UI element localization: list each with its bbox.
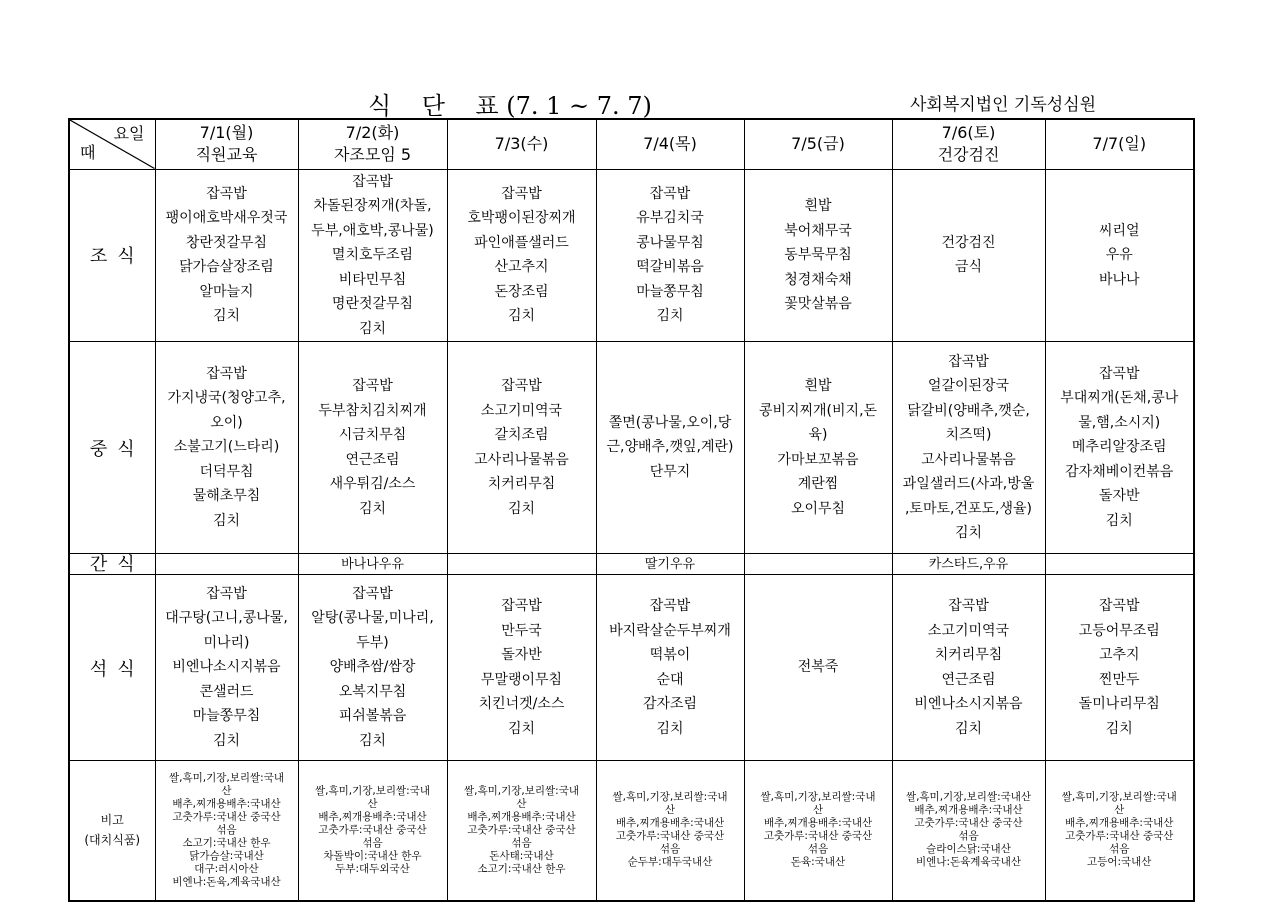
snack-row xyxy=(69,554,1194,575)
corner-cell xyxy=(69,119,155,169)
menu-line: 섞음 xyxy=(362,836,383,849)
meal-label-snack: 간식 xyxy=(69,554,155,575)
menu-line: 콩나물무침 xyxy=(636,234,704,251)
menu-line: 두부:대두외국산 xyxy=(335,862,410,875)
menu-line: 오이) xyxy=(210,414,243,431)
menu-line: 쌀,흑미,기장,보리쌀:국내산 xyxy=(905,791,1032,804)
menu-line: 흰밥 xyxy=(804,378,832,394)
origin-note-cell xyxy=(596,761,744,901)
menu-line: 잡곡밥 xyxy=(948,353,989,370)
menu-line: 명란젓갈무침 xyxy=(331,296,414,312)
day-date: 7/2(화) xyxy=(345,123,400,143)
menu-line: 알탕(콩나물,미나리, xyxy=(311,610,434,627)
menu-line: 유부김치국 xyxy=(636,210,704,227)
menu-line: 쌀,흑미,기장,보리쌀:국내 xyxy=(315,784,430,797)
menu-line: 잡곡밥 xyxy=(501,598,542,614)
menu-line: 고추지 xyxy=(1098,647,1140,663)
menu-line: 돈사태:국내산 xyxy=(489,849,554,862)
menu-line: 고등어:국내산 xyxy=(1087,856,1152,869)
organization-name: 사회복지법인 기독성심원 xyxy=(910,95,1097,115)
menu-line: 닭가슴살장조림 xyxy=(179,259,274,276)
menu-line: 건강검진 xyxy=(941,234,996,251)
menu-line: 산 xyxy=(221,784,232,797)
menu-line: 물,햄,소시지) xyxy=(1078,414,1161,431)
menu-line: 섞음 xyxy=(511,836,532,849)
menu-line: 치즈떡) xyxy=(945,427,992,443)
menu-line: 무말랭이무침 xyxy=(480,671,563,688)
menu-line: 우유 xyxy=(1105,247,1133,263)
menu-line: 잡곡밥 xyxy=(206,365,247,382)
menu-line: 떡볶이 xyxy=(649,647,691,663)
menu-cell xyxy=(744,575,892,761)
menu-line: 산 xyxy=(1114,804,1125,817)
menu-line: 닭갈비(양배추,깻순, xyxy=(907,402,1030,419)
menu-cell xyxy=(155,575,298,761)
menu-line: 시금치무침 xyxy=(338,427,407,443)
day-header xyxy=(298,119,447,169)
menu-line: 계란찜 xyxy=(797,476,839,492)
menu-line: 김치 xyxy=(358,500,387,517)
snack-cell xyxy=(744,554,892,575)
snack-cell xyxy=(155,554,298,575)
menu-cell xyxy=(596,575,744,761)
menu-line: 김치 xyxy=(212,512,241,529)
menu-line: 잡곡밥 xyxy=(352,378,393,394)
menu-line: 가지냉국(청양고추, xyxy=(167,390,286,407)
menu-line: 섞음 xyxy=(659,843,681,856)
menu-line: 동부묵무침 xyxy=(784,247,852,263)
menu-line: 김치 xyxy=(358,320,387,337)
menu-line: 돈장조림 xyxy=(494,283,549,300)
page-title: 식 단 표 (7. 1 ~ 7. 7) xyxy=(368,92,652,120)
menu-cell xyxy=(1045,342,1194,554)
breakfast-row xyxy=(69,169,1194,342)
menu-cell xyxy=(298,575,447,761)
menu-line: 금식 xyxy=(954,259,983,276)
origin-note-cell xyxy=(155,761,298,901)
menu-line: 호박팽이된장찌개 xyxy=(467,210,576,227)
menu-line: 메추리알장조림 xyxy=(1071,439,1167,456)
lunch-row xyxy=(69,342,1194,554)
menu-line: 산 xyxy=(664,804,676,817)
menu-line: 연근조림 xyxy=(941,671,996,688)
menu-line: 고사리나물볶음 xyxy=(474,451,569,468)
menu-line: 고춧가루:국내산 중국산 xyxy=(172,810,281,823)
menu-cell xyxy=(892,169,1045,342)
meal-label-lunch: 중식 xyxy=(69,342,155,554)
menu-cell xyxy=(892,575,1045,761)
day-header xyxy=(447,119,596,169)
menu-line: 부대찌개(돈채,콩나 xyxy=(1060,390,1179,407)
menu-line: 오이무침 xyxy=(790,500,846,517)
menu-cell xyxy=(447,169,596,342)
menu-line: 소고기미역국 xyxy=(480,402,563,419)
menu-line: 김치 xyxy=(507,500,536,517)
menu-line: 고사리나물볶음 xyxy=(921,451,1016,468)
menu-cell xyxy=(155,342,298,554)
day-header xyxy=(596,119,744,169)
menu-cell xyxy=(596,169,744,342)
menu-line: 산고추지 xyxy=(494,259,549,276)
menu-line: 배추,찌개용배추:국내산 xyxy=(318,810,427,823)
menu-line: 쫄면(콩나물,오이,당 xyxy=(608,414,732,431)
menu-cell xyxy=(447,342,596,554)
menu-line: 고등어무조림 xyxy=(1078,622,1160,639)
menu-cell xyxy=(744,342,892,554)
menu-line: 근,양배추,깻잎,계란) xyxy=(606,439,734,456)
menu-line: 육) xyxy=(808,427,828,443)
day-event: 자조모임 5 xyxy=(333,145,412,165)
menu-line: 북어채무국 xyxy=(784,222,852,239)
menu-cell xyxy=(744,169,892,342)
menu-line: 고춧가루:국내산 중국산 xyxy=(1065,830,1174,843)
menu-line: 소고기미역국 xyxy=(927,622,1010,639)
menu-line: 김치 xyxy=(1105,720,1133,737)
menu-cell xyxy=(892,342,1045,554)
header-row xyxy=(69,119,1194,169)
menu-line: 잡곡밥 xyxy=(501,185,542,202)
menu-line: 돌자반 xyxy=(501,647,542,663)
day-header xyxy=(744,119,892,169)
menu-line: 비엔나:돈육계육국내산 xyxy=(916,856,1021,869)
meal-label-notes xyxy=(69,761,155,901)
menu-line: 돌자반 xyxy=(1098,488,1140,505)
menu-line: 바지락살순두부찌개 xyxy=(609,622,731,639)
menu-line: 섞음 xyxy=(958,830,979,843)
menu-line: 잡곡밥 xyxy=(501,378,542,394)
meal-schedule-table xyxy=(68,118,1195,902)
menu-line: 콩비지찌개(비지,돈 xyxy=(758,402,878,419)
menu-line: 산 xyxy=(812,804,824,817)
menu-line: 감자조림 xyxy=(642,696,698,712)
menu-line: 돌미나리무침 xyxy=(1078,696,1160,712)
corner-day-label: 요일 xyxy=(113,124,145,143)
day-date: 7/5(금) xyxy=(791,134,845,154)
menu-line: 잡곡밥 xyxy=(948,598,989,614)
menu-line: 잡곡밥 xyxy=(352,173,393,190)
menu-line: 고춧가루:국내산 중국산 xyxy=(467,823,576,836)
menu-line: 씨리얼 xyxy=(1098,222,1140,239)
day-date: 7/4(목) xyxy=(643,134,697,154)
menu-line: 물해초무침 xyxy=(192,488,261,505)
menu-line: 소고기:국내산 한우 xyxy=(477,862,566,875)
menu-cell xyxy=(155,169,298,342)
snack-cell: 카스타드,우유 xyxy=(892,554,1045,575)
menu-line: 소고기:국내산 한우 xyxy=(182,836,271,849)
menu-line: ,토마토,건포도,생율) xyxy=(904,500,1032,517)
snack-cell: 딸기우유 xyxy=(596,554,744,575)
menu-line: 대구탕(고니,콩나물, xyxy=(165,610,288,627)
menu-line: 김치 xyxy=(954,525,983,541)
menu-line: 두부,애호박,콩나물) xyxy=(311,222,434,239)
day-header xyxy=(1045,119,1194,169)
menu-line: 청경채숙채 xyxy=(784,271,852,288)
menu-line: 섞음 xyxy=(807,843,829,856)
menu-cell xyxy=(1045,169,1194,342)
origin-note-cell xyxy=(744,761,892,901)
menu-line: 치커리무침 xyxy=(487,476,556,492)
menu-line: 비엔나소시지볶음 xyxy=(914,696,1023,712)
menu-line: 잡곡밥 xyxy=(1098,598,1140,614)
menu-line: 슬라이스닭:국내산 xyxy=(926,843,1011,856)
menu-line: 마늘쫑무침 xyxy=(192,708,261,725)
menu-line: 고춧가루:국내산 중국산 xyxy=(914,817,1023,830)
menu-line: 고춧가루:국내산 중국산 xyxy=(318,823,427,836)
menu-line: 콘샐러드 xyxy=(199,683,254,700)
dinner-row xyxy=(69,575,1194,761)
snack-cell xyxy=(1045,554,1194,575)
menu-line: 바나나 xyxy=(1098,271,1140,288)
day-header xyxy=(155,119,298,169)
menu-line: 두부) xyxy=(356,634,389,651)
menu-line: 양배추쌈/쌈장 xyxy=(329,659,416,676)
menu-line: 팽이애호박새우젓국 xyxy=(165,210,288,227)
menu-line: 순대 xyxy=(656,671,684,688)
menu-line: 김치 xyxy=(1105,512,1133,529)
menu-line: 연근조림 xyxy=(345,451,400,468)
menu-line: 잡곡밥 xyxy=(649,598,691,614)
menu-line: 미나리) xyxy=(203,634,250,651)
menu-line: 잡곡밥 xyxy=(352,585,393,602)
snack-cell: 바나나우유 xyxy=(298,554,447,575)
menu-line: 전복죽 xyxy=(797,659,839,676)
menu-line: 쌀,흑미,기장,보리쌀:국내 xyxy=(464,784,579,797)
menu-line: 마늘쫑무침 xyxy=(636,283,704,300)
day-date: 7/7(일) xyxy=(1092,134,1147,154)
menu-line: 더덕무침 xyxy=(199,463,254,480)
menu-line: 꽃맛살볶음 xyxy=(784,296,852,312)
menu-line: 닭가슴살:국내산 xyxy=(189,849,264,862)
menu-line: 비타민무침 xyxy=(338,271,407,288)
menu-line: 과일샐러드(사과,방울 xyxy=(902,476,1035,492)
meal-label-breakfast: 조식 xyxy=(69,169,155,342)
menu-line: 대구:러시아산 xyxy=(194,862,259,875)
menu-line: 피쉬볼볶음 xyxy=(338,708,407,725)
menu-line: 차돌박이:국내산 한우 xyxy=(323,849,422,862)
day-date: 7/6(토) xyxy=(941,123,996,143)
menu-cell xyxy=(298,342,447,554)
day-date: 7/1(월) xyxy=(199,123,254,143)
menu-line: 김치 xyxy=(507,308,536,325)
menu-cell xyxy=(596,342,744,554)
menu-line: 창란젓갈무침 xyxy=(185,234,268,251)
menu-line: 치커리무침 xyxy=(934,647,1003,663)
menu-line: 잡곡밥 xyxy=(206,585,247,602)
menu-line: 김치 xyxy=(212,308,241,325)
menu-line: 비고 xyxy=(100,813,124,828)
menu-line: 비엔나:돈육,계육국내산 xyxy=(172,875,281,888)
menu-line: 멸치호두조림 xyxy=(331,247,414,263)
menu-line: 두부참치김치찌개 xyxy=(318,402,427,419)
menu-line: 배추,찌개용배추:국내산 xyxy=(172,797,281,810)
menu-line: 가마보꼬볶음 xyxy=(777,451,859,468)
day-event: 직원교육 xyxy=(195,145,258,165)
day-header xyxy=(892,119,1045,169)
menu-line: 고춧가루:국내산 중국산 xyxy=(763,830,873,843)
menu-line: 쌀,흑미,기장,보리쌀:국내 xyxy=(169,771,284,784)
menu-line: 섞음 xyxy=(216,823,237,836)
menu-line: 순두부:대두국내산 xyxy=(627,856,713,869)
menu-line: 김치 xyxy=(656,720,684,737)
menu-line: (대치식품) xyxy=(84,833,141,848)
menu-line: 김치 xyxy=(507,720,536,737)
menu-cell xyxy=(447,575,596,761)
menu-line: 배추,찌개용배추:국내산 xyxy=(467,810,576,823)
menu-line: 잡곡밥 xyxy=(206,185,247,202)
menu-line: 고춧가루:국내산 중국산 xyxy=(615,830,725,843)
menu-line: 오복지무침 xyxy=(338,683,407,700)
meal-label-dinner: 석식 xyxy=(69,575,155,761)
menu-line: 떡갈비볶음 xyxy=(636,259,704,276)
menu-line: 산 xyxy=(516,797,527,810)
menu-line: 김치 xyxy=(358,732,387,749)
menu-line: 만두국 xyxy=(501,622,542,639)
menu-line: 배추,찌개용배추:국내산 xyxy=(763,817,873,830)
menu-line: 치킨너겟/소스 xyxy=(478,696,565,712)
day-date: 7/3(수) xyxy=(494,134,549,154)
menu-line: 파인애플샐러드 xyxy=(474,234,569,251)
menu-line: 쌀,흑미,기장,보리쌀:국내 xyxy=(612,791,728,804)
origin-note-cell xyxy=(1045,761,1194,901)
menu-line: 쌀,흑미,기장,보리쌀:국내 xyxy=(760,791,876,804)
menu-line: 찐만두 xyxy=(1098,671,1140,688)
menu-line: 새우튀김/소스 xyxy=(329,476,416,492)
menu-line: 차돌된장찌개(차돌, xyxy=(313,198,432,214)
origin-note-cell xyxy=(298,761,447,901)
menu-line: 김치 xyxy=(656,308,684,325)
menu-line: 김치 xyxy=(212,732,241,749)
menu-line: 잡곡밥 xyxy=(649,185,691,202)
menu-line: 배추,찌개용배추:국내산 xyxy=(914,804,1023,817)
origin-note-cell xyxy=(447,761,596,901)
menu-line: 알마늘지 xyxy=(199,283,254,300)
corner-meal-label: 때 xyxy=(80,142,96,162)
menu-line: 배추,찌개용배추:국내산 xyxy=(1065,817,1174,830)
menu-line: 감자채베이컨볶음 xyxy=(1065,463,1174,480)
menu-line: 비엔나소시지볶음 xyxy=(172,659,281,676)
menu-line: 흰밥 xyxy=(804,198,832,214)
menu-line: 소불고기(느타리) xyxy=(173,439,280,456)
notes-row xyxy=(69,761,1194,901)
menu-line: 김치 xyxy=(954,720,983,737)
menu-line: 쌀,흑미,기장,보리쌀:국내 xyxy=(1061,791,1177,804)
day-event: 건강검진 xyxy=(937,145,1000,165)
menu-line: 산 xyxy=(367,797,378,810)
menu-line: 단무지 xyxy=(649,463,691,480)
menu-line: 돈육:국내산 xyxy=(790,856,846,869)
menu-line: 섞음 xyxy=(1109,843,1130,856)
menu-line: 갈치조림 xyxy=(494,427,549,443)
origin-note-cell xyxy=(892,761,1045,901)
menu-line: 잡곡밥 xyxy=(1098,365,1140,382)
menu-line: 얼갈이된장국 xyxy=(927,378,1010,394)
menu-cell xyxy=(298,169,447,342)
menu-line: 배추,찌개용배추:국내산 xyxy=(615,817,725,830)
snack-cell xyxy=(447,554,596,575)
menu-cell xyxy=(1045,575,1194,761)
